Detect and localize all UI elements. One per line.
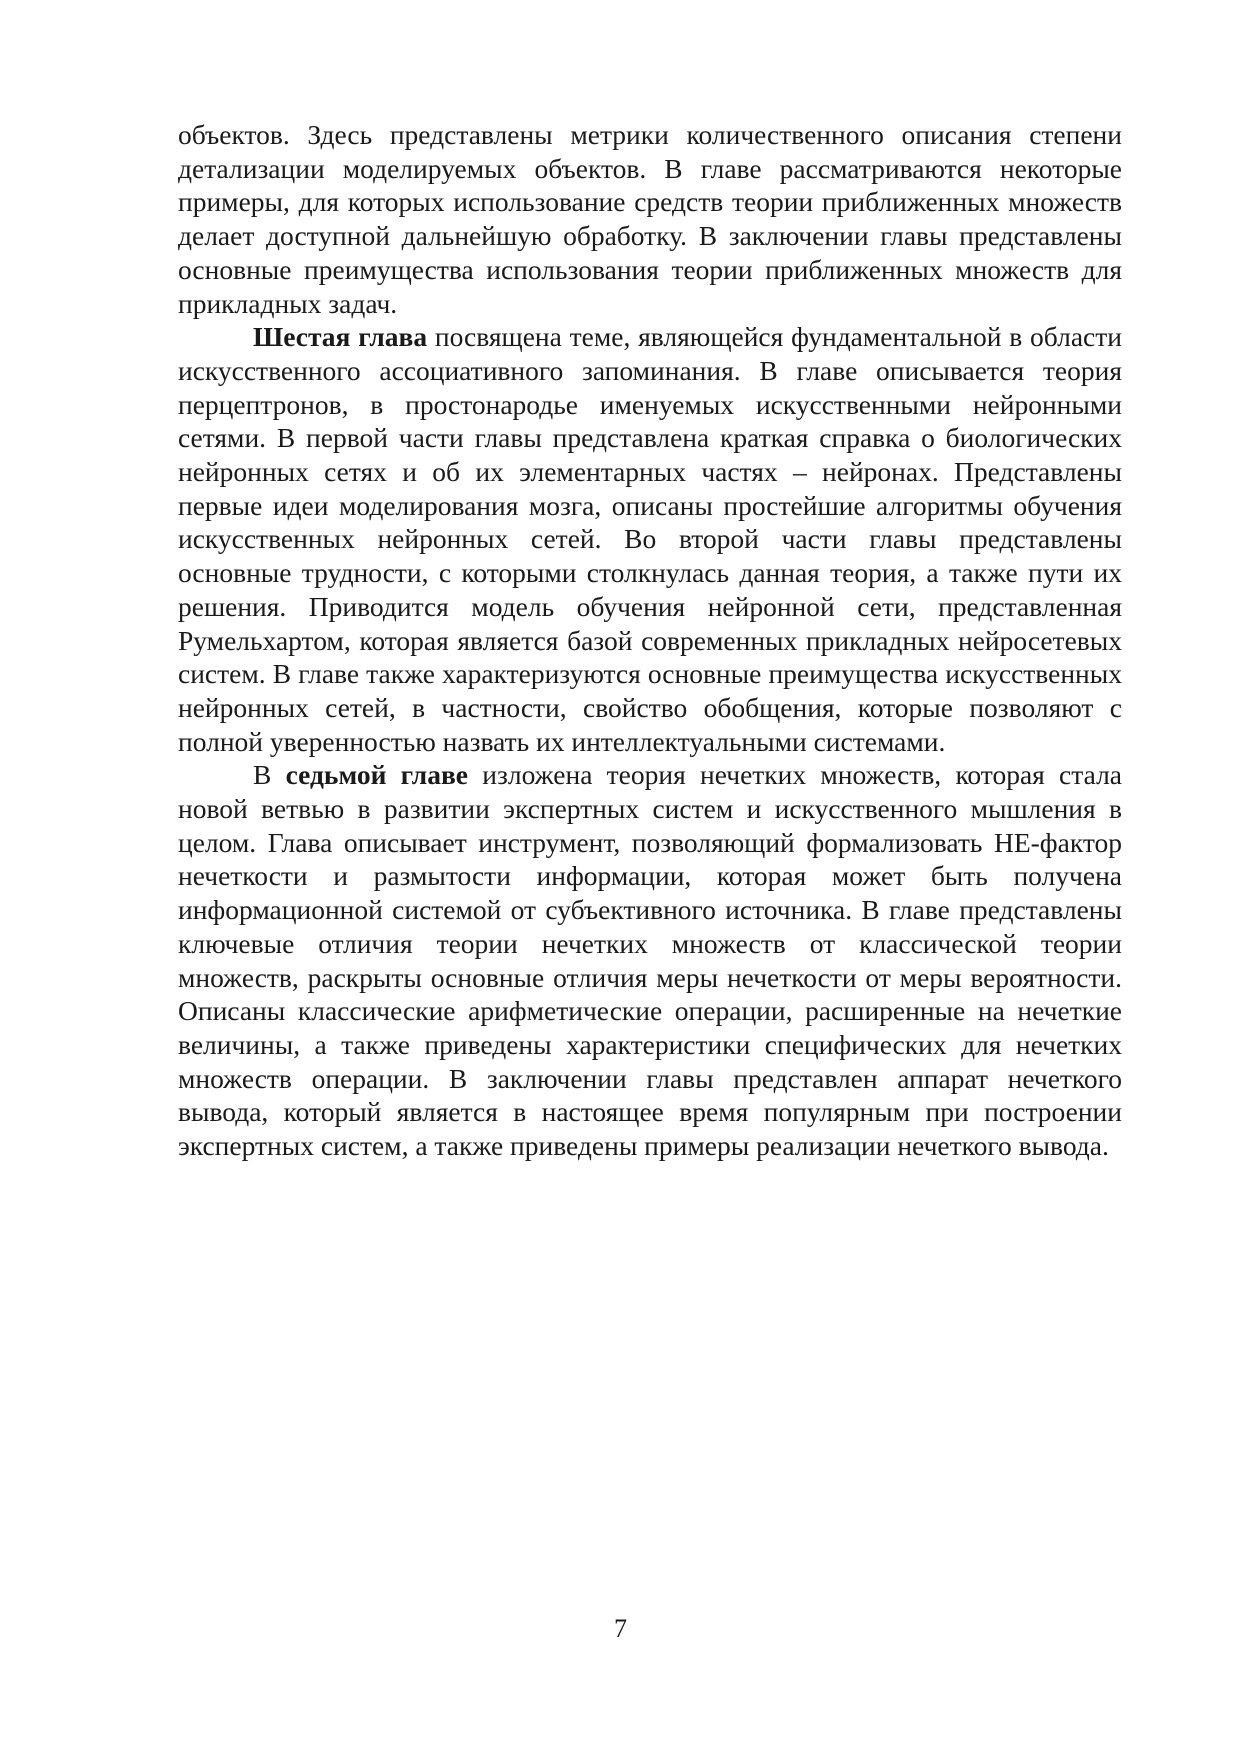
page-number: 7 bbox=[614, 1614, 627, 1643]
chapter-7-heading-inline: седьмой главе bbox=[285, 759, 468, 791]
paragraph-3-lead: В bbox=[253, 759, 286, 791]
paragraph-2 bbox=[178, 320, 1122, 758]
paragraph-1-text: объектов. Здесь представлены метрики количественного описания степени детализации моделируемых объектов. В главе рассматриваются некоторые примеры, для которых использование средств теории приближенных множеств делает доступной дальнейшую обработку. В заключении главы представлены основные преимущества использования теории приближенных множеств для прикладных задач. bbox=[178, 119, 1122, 319]
paragraph-1 bbox=[178, 118, 1122, 320]
chapter-6-heading-inline: Шестая глава bbox=[253, 321, 428, 353]
paragraph-3-text: изложена теория нечетких множеств, которая стала новой ветвью в развитии экспертных систем и искусственного мышления в целом. Глава описывает инструмент, позволяющий формализовать НЕ-фактор нечеткости и размытости информации, которая может быть получена информационной системой от субъективного источника. В главе представлены ключевые отличия теории нечетких множеств от классической теории множеств, раскрыты основные отличия меры нечеткости от меры вероятности. Описаны классические арифметические операции, расширенные на нечеткие величины, а также приведены характеристики специфических для нечетких множеств операции. В заключении главы представлен аппарат нечеткого вывода, который является в настоящее время популярным при построении экспертных систем, а также приведены примеры реализации нечеткого вывода. bbox=[178, 759, 1122, 1162]
paragraph-3 bbox=[178, 758, 1122, 1162]
body-text bbox=[178, 118, 1122, 1163]
paragraph-2-text: посвящена теме, являющейся фундаментальной в области искусственного ассоциативного запоминания. В главе описывается теория перцептронов, в простонародье именуемых искусственными нейронными сетями. В первой части главы представлена краткая справка о биологических нейронных сетях и об их элементарных частях – нейронах. Представлены первые идеи моделирования мозга, описаны простейшие алгоритмы обучения искусственных нейронных сетей. Во второй части главы представлены основные трудности, с которыми столкнулась данная теория, а также пути их решения. Приводится модель обучения нейронной сети, представленная Румельхартом, которая является базой современных прикладных нейросетевых систем. В главе также характеризуются основные преимущества искусственных нейронных сетей, в частности, свойство обобщения, которые позволяют с полной уверенностью назвать их интеллектуальными системами. bbox=[178, 321, 1122, 757]
